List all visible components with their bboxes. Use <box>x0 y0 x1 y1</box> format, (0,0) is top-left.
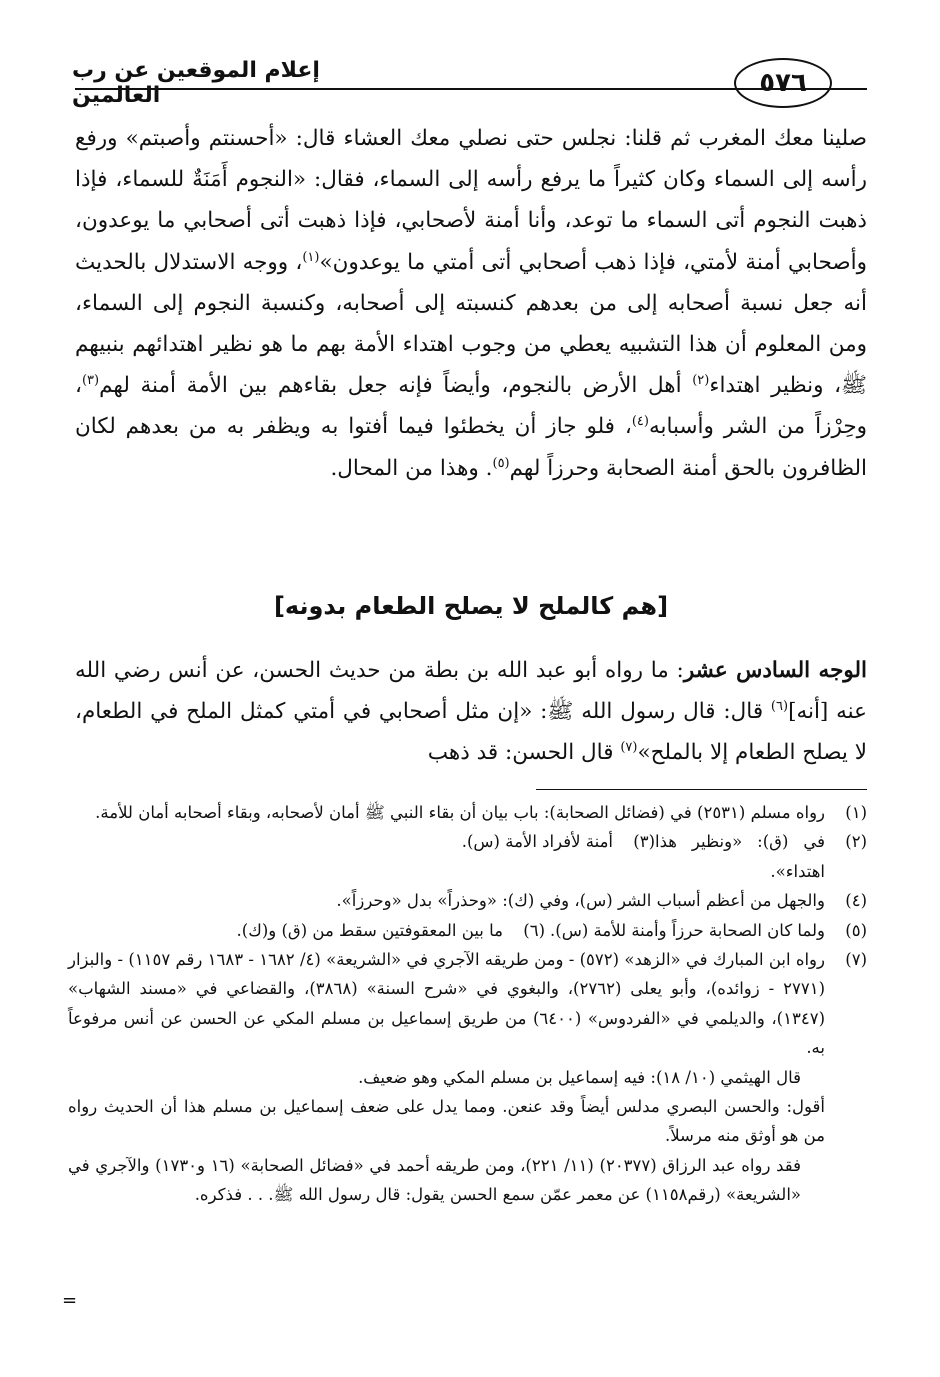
footnote-text: في (ق): «ونظير هذا اهتداء». <box>655 832 825 881</box>
footnote-ref-5: (٥) <box>492 455 510 471</box>
footnote-text: أقول: والحسن البصري مدلس أيضاً وقد عنعن. ومما يدل على ضعف إسماعيل بن مسلم هذا أن الحديث رواه من هو أوثق منه مرسلاً. <box>68 1097 825 1146</box>
footnote-ref-1: (١) <box>302 249 320 265</box>
footnote-ref-7: (٧) <box>620 739 638 755</box>
text-run: ، وحِرْزاً من الشر وأسبابه <box>75 373 867 440</box>
paragraph-1 <box>75 118 867 489</box>
footnote-number: (٢) <box>845 832 867 852</box>
footnote-text: رواه ابن المبارك في «الزهد» (٥٧٢) - ومن طريقه الآجري في «الشريعة» (٤/ ١٦٨٢ - ١٦٨٣ رقم ١١٥٧) - والبزار (٢٧٧١ - زوائده)، وأبو يعلى (٢٧٦٢)، والبغوي في «شرح السنة» (٣٨٦٨)، والقضاعي في «مسند الشهاب» (١٣٤٧)، والديلمي في «الفردوس» (٦٤٠٠) من طريق إسماعيل بن مسلم المكي عن الحسن عن أنس مرفوعاً به. <box>68 950 826 1058</box>
text-run: : ما رواه أبو عبد الله بن بطة من حديث الحسن، عن أنس رضي الله عنه [أنه] <box>75 658 867 724</box>
main-text <box>75 118 867 489</box>
footnote-4 <box>68 886 867 915</box>
footnote-number: (٧) <box>845 950 867 970</box>
text-run: . وهذا من المحال. <box>330 455 493 481</box>
footnote-text: قال الهيثمي (١٠/ ١٨): فيه إسماعيل بن مسلم المكي وهو ضعيف. <box>358 1067 801 1087</box>
footnote-1 <box>68 798 867 827</box>
footnote-separator <box>536 789 867 790</box>
footnote-5-6 <box>68 916 867 945</box>
footnote-ref-6: (٦) <box>770 698 789 714</box>
text-run: ، ووجه الاستدلال بالحديث أنه جعل نسبة أصحابه إلى من بعدهم كنسبته إلى أصحابه، وكنسبة النجوم إلى السماء، ومن المعلوم أن هذا التشبيه يعطي من وجوب اهتداء الأمة بهم ما هو نظير اهتدائهم بنبيهم ﷺ، ونظير اهتداء <box>75 249 867 399</box>
header-rule <box>75 88 867 90</box>
main-text-2 <box>75 650 867 773</box>
footnote-pair <box>68 916 825 945</box>
running-header-title: إعلام الموقعين عن رب العالمين <box>72 58 320 108</box>
footnote-7 <box>68 945 867 1210</box>
footnote-text: فقد رواه عبد الرزاق (٢٠٣٧٧) (١١/ ٢٢١)، ومن طريقه أحمد في «فضائل الصحابة» (١٦ و١٧٣٠) والآجري في «الشريعة» (رقم١١٥٨) عن معمر عمّن سمع الحسن يقول: قال رسول الله ﷺ. . . فذكره. <box>68 1155 801 1205</box>
text-run: صلينا معك المغرب ثم قلنا: نجلس حتى نصلي معك العشاء قال: «أحسنتم وأصبتم» ورفع رأسه إلى السماء وكان كثيراً ما يرفع رأسه إلى السماء، فقال: «النجوم أَمَنَةٌ للسماء، فإذا ذهبت النجوم أتى السماء ما توعد، وأنا أمنة لأصحابي، فإذا ذهبت أتى أصحابي ما يوعدون، وأصحابي أمنة لأمتي، فإذا ذهب أصحابي أتى أمتي ما يوعدون» <box>75 126 868 275</box>
page-number-badge <box>734 58 832 108</box>
footnote-text: ولما كان الصحابة حرزاً وأمنة للأمة (س). <box>550 920 825 940</box>
continuation-mark: = <box>62 1290 78 1311</box>
footnote-ref-4: (٤) <box>631 414 649 430</box>
footnotes <box>68 798 867 1210</box>
paragraph-lead: الوجه السادس عشر <box>683 658 867 683</box>
text-run: قال الحسن: قد ذهب <box>427 740 621 765</box>
text-run: قال: قال رسول الله ﷺ: «إن مثل أصحابي في أمتي كمثل الملح في الطعام، لا يصلح الطعام إلا بالملح» <box>75 699 867 765</box>
text-run: ، فلو جاز أن يخطئوا فيما أفتوا به ويظفر به من بعدهم لكان الظافرون بالحق أمنة الصحابة وحرزاً لهم <box>75 414 867 481</box>
page-number: ٥٧٦ <box>759 68 807 98</box>
footnote-number: (٣) <box>633 832 655 852</box>
footnote-number: (٦) <box>523 920 545 940</box>
footnote-text: والجهل من أعظم أسباب الشر (س)، وفي (ك): «وحذراً» بدل «وحرزاً». <box>336 891 825 911</box>
footnote-text: رواه مسلم (٢٥٣١) في (فضائل الصحابة): باب بيان أن بقاء النبي ﷺ أمان لأصحابه، وبقاء أصحابه أمان للأمة. <box>95 803 825 822</box>
footnote-number: (١) <box>845 803 867 822</box>
section-heading: [هم كالملح لا يصلح الطعام بدونه] <box>273 592 669 620</box>
footnote-number: (٥) <box>845 920 867 940</box>
footnote-ref-2: (٢) <box>692 373 710 389</box>
text-run: أهل الأرض بالنجوم، وأيضاً فإنه جعل بقاءهم بين الأمة أمنة لهم <box>99 373 693 399</box>
footnote-2-3 <box>68 827 867 886</box>
footnote-text-block <box>68 945 825 1210</box>
footnote-ref-3: (٣) <box>81 373 100 389</box>
footnote-text: ما بين المعقوفتين سقط من (ق) و(ك). <box>236 920 503 940</box>
footnote-text: أمنة لأفراد الأمة (س). <box>461 832 613 852</box>
paragraph-2 <box>75 650 867 773</box>
footnote-number: (٤) <box>845 891 867 911</box>
footnote-pair <box>68 827 825 886</box>
